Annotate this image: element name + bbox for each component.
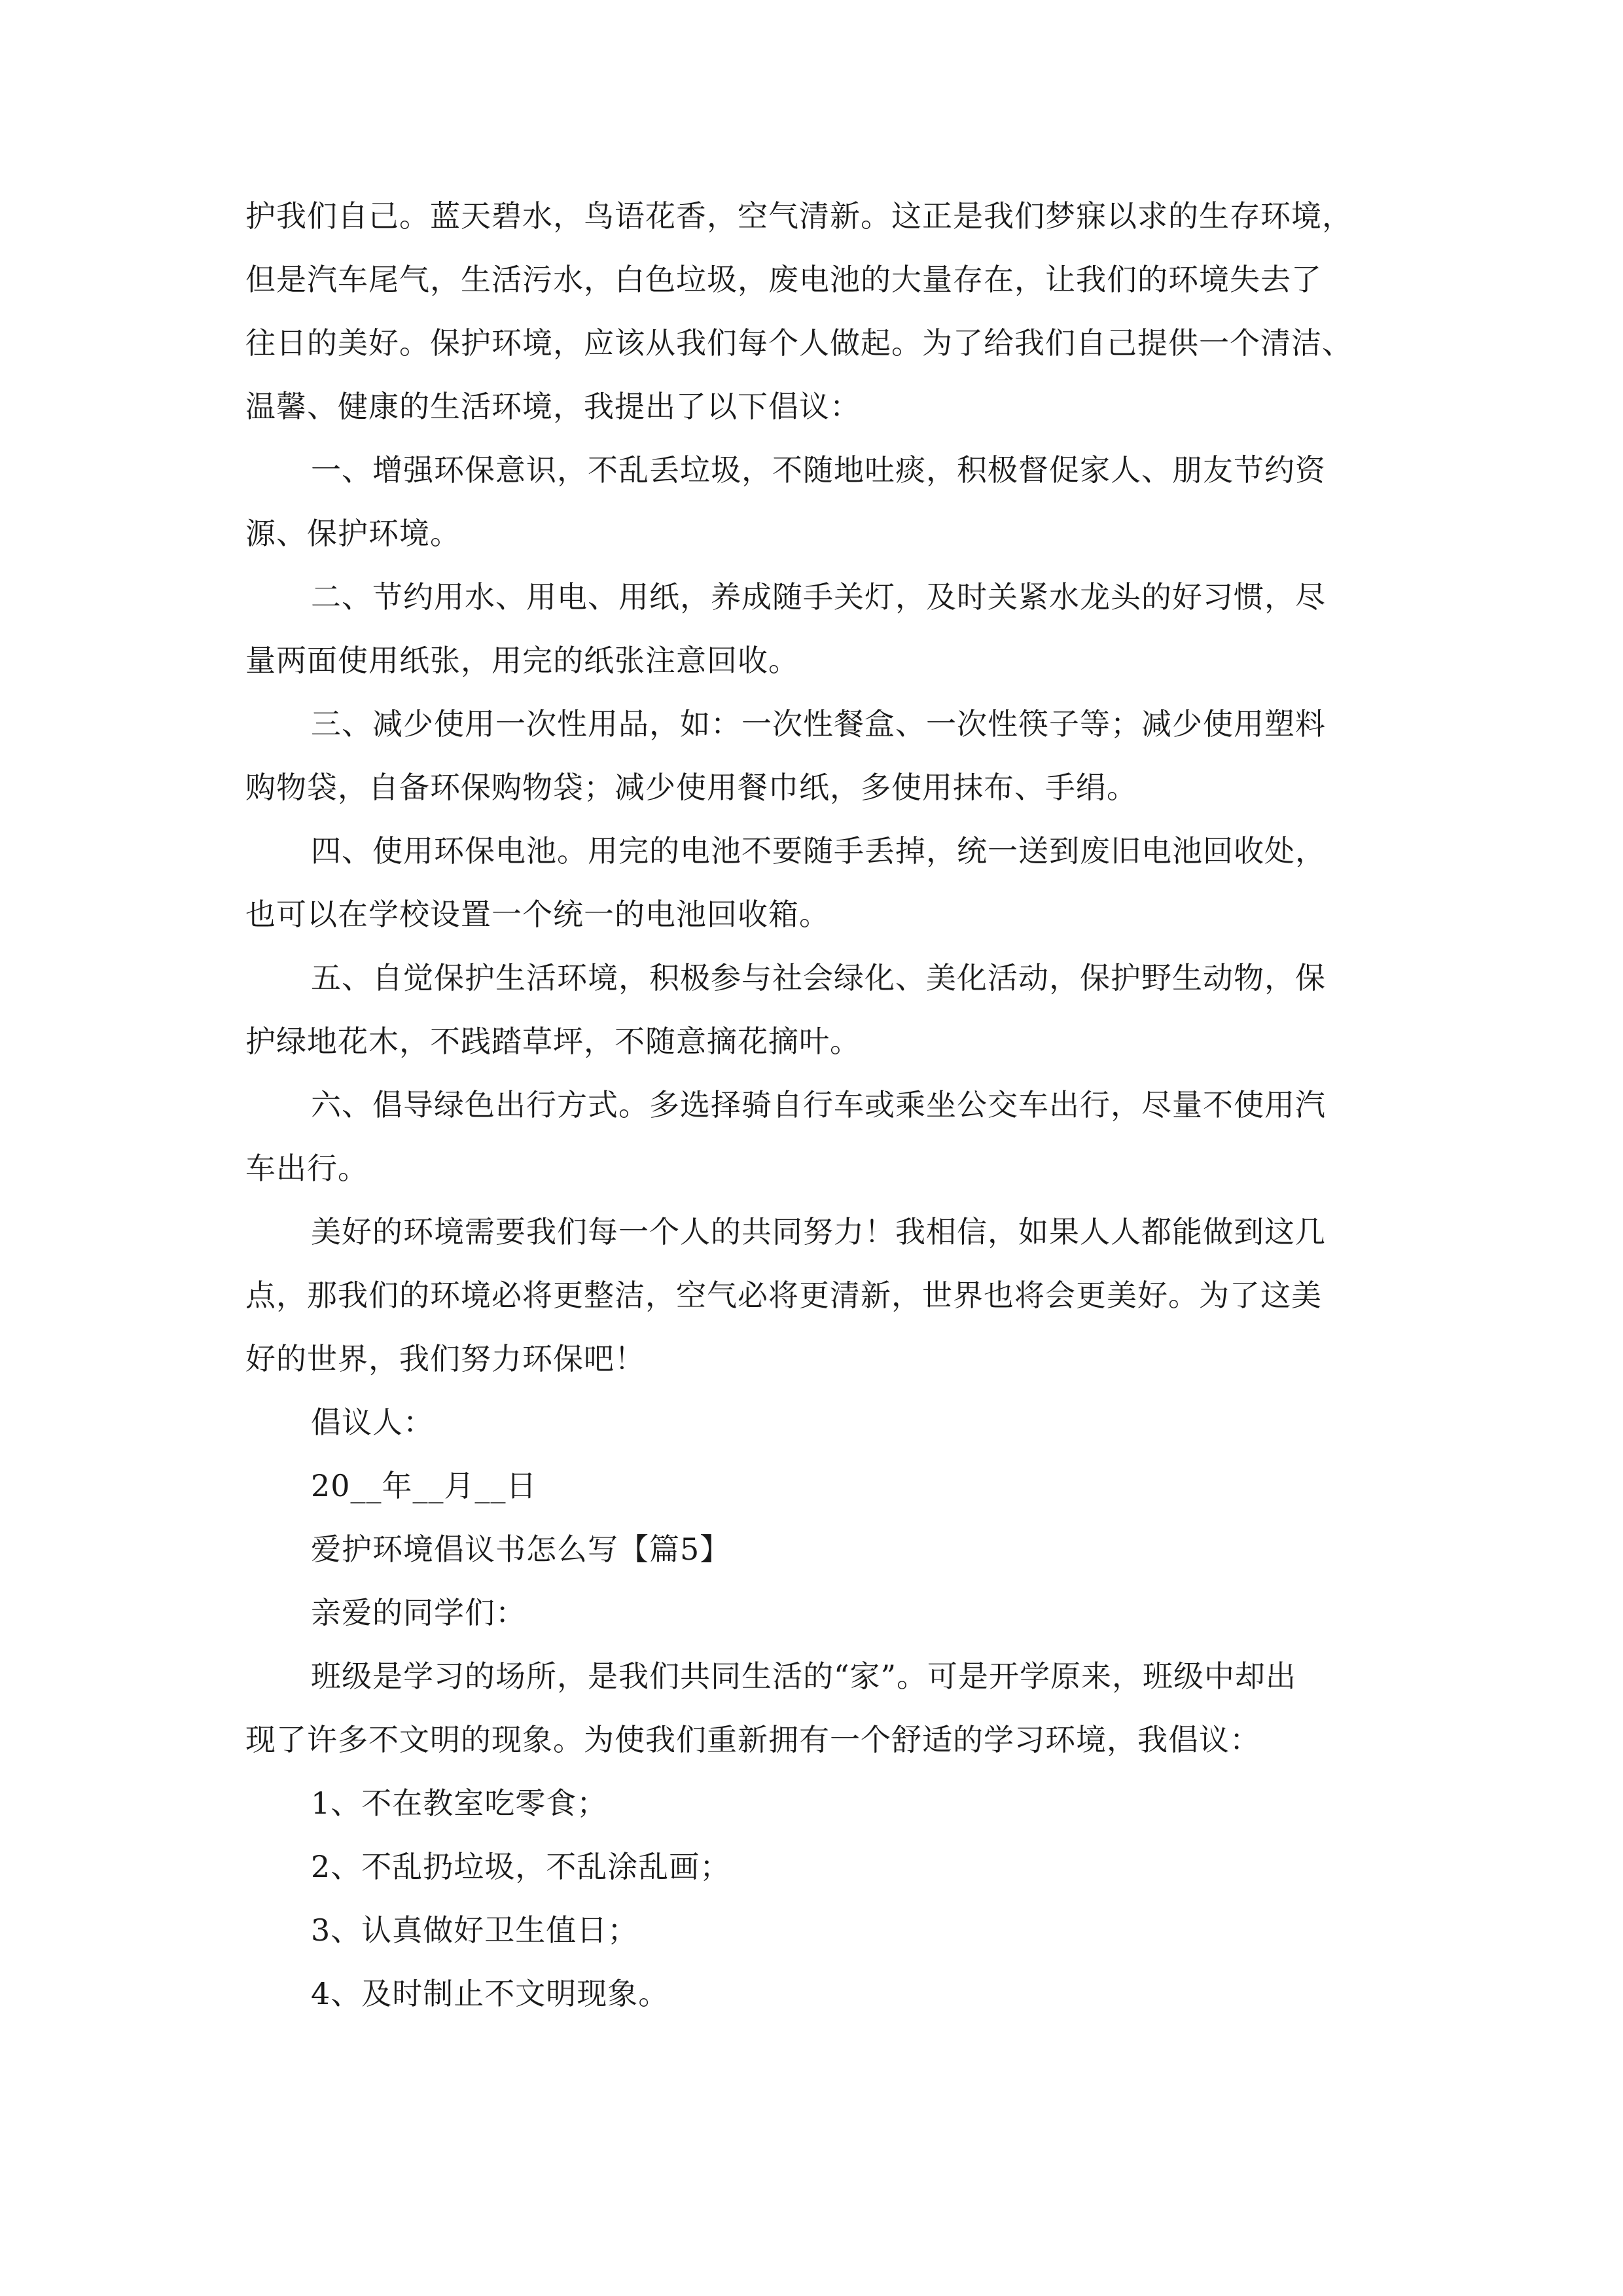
body-text-line: 量两面使用纸张，用完的纸张注意回收。 (245, 643, 799, 678)
signer-label: 倡议人： (311, 1405, 434, 1440)
proposal-item-4: 四、使用环保电池。用完的电池不要随手丢掉，统一送到废旧电池回收处， (311, 833, 1326, 869)
proposal-item-3: 三、减少使用一次性用品，如：一次性餐盒、一次性筷子等；减少使用塑料 (311, 706, 1326, 742)
section-heading: 爱护环境倡议书怎么写【篇5】 (311, 1532, 731, 1567)
body-text-line: 现了许多不文明的现象。为使我们重新拥有一个舒适的学习环境，我倡议： (245, 1722, 1260, 1757)
body-text-line: 温馨、健康的生活环境，我提出了以下倡议： (245, 389, 861, 424)
body-text-line: 也可以在学校设置一个统一的电池回收箱。 (245, 897, 830, 932)
numbered-item-1: 1、不在教室吃零食； (311, 1785, 608, 1821)
body-text-line: 好的世界，我们努力环保吧！ (245, 1341, 645, 1376)
proposal-item-5: 五、自觉保护生活环境，积极参与社会绿化、美化活动，保护野生动物，保 (311, 960, 1326, 996)
numbered-item-4: 4、及时制止不文明现象。 (311, 1976, 669, 2011)
salutation: 亲爱的同学们： (311, 1595, 526, 1630)
numbered-item-3: 3、认真做好卫生值日； (311, 1912, 639, 1948)
body-text-line: 但是汽车尾气，生活污水，白色垃圾，废电池的大量存在，让我们的环境失去了 (245, 262, 1322, 297)
intro-paragraph: 班级是学习的场所，是我们共同生活的“家”。可是开学原来，班级中却出 (311, 1659, 1297, 1694)
body-text-line: 购物袋，自备环保购物袋；减少使用餐巾纸，多使用抹布、手绢。 (245, 770, 1137, 805)
body-text-line: 往日的美好。保护环境，应该从我们每个人做起。为了给我们自己提供一个清洁、 (245, 325, 1353, 361)
proposal-item-1: 一、增强环保意识，不乱丢垃圾，不随地吐痰，积极督促家人、朋友节约资 (311, 452, 1326, 488)
numbered-item-2: 2、不乱扔垃圾，不乱涂乱画； (311, 1849, 731, 1884)
body-text-line: 源、保护环境。 (245, 516, 461, 551)
body-text-line: 点，那我们的环境必将更整洁，空气必将更清新，世界也将会更美好。为了这美 (245, 1278, 1322, 1313)
body-text-line: 护我们自己。蓝天碧水，鸟语花香，空气清新。这正是我们梦寐以求的生存环境， (245, 198, 1353, 234)
body-text-line: 车出行。 (245, 1151, 368, 1186)
date-line: 20__年__月__日 (311, 1468, 537, 1503)
proposal-item-2: 二、节约用水、用电、用纸，养成随手关灯，及时关紧水龙头的好习惯，尽 (311, 579, 1326, 615)
conclusion-paragraph: 美好的环境需要我们每一个人的共同努力！我相信，如果人人都能做到这几 (311, 1214, 1326, 1249)
body-text-line: 护绿地花木，不践踏草坪，不随意摘花摘叶。 (245, 1024, 861, 1059)
proposal-item-6: 六、倡导绿色出行方式。多选择骑自行车或乘坐公交车出行，尽量不使用汽 (311, 1087, 1326, 1122)
